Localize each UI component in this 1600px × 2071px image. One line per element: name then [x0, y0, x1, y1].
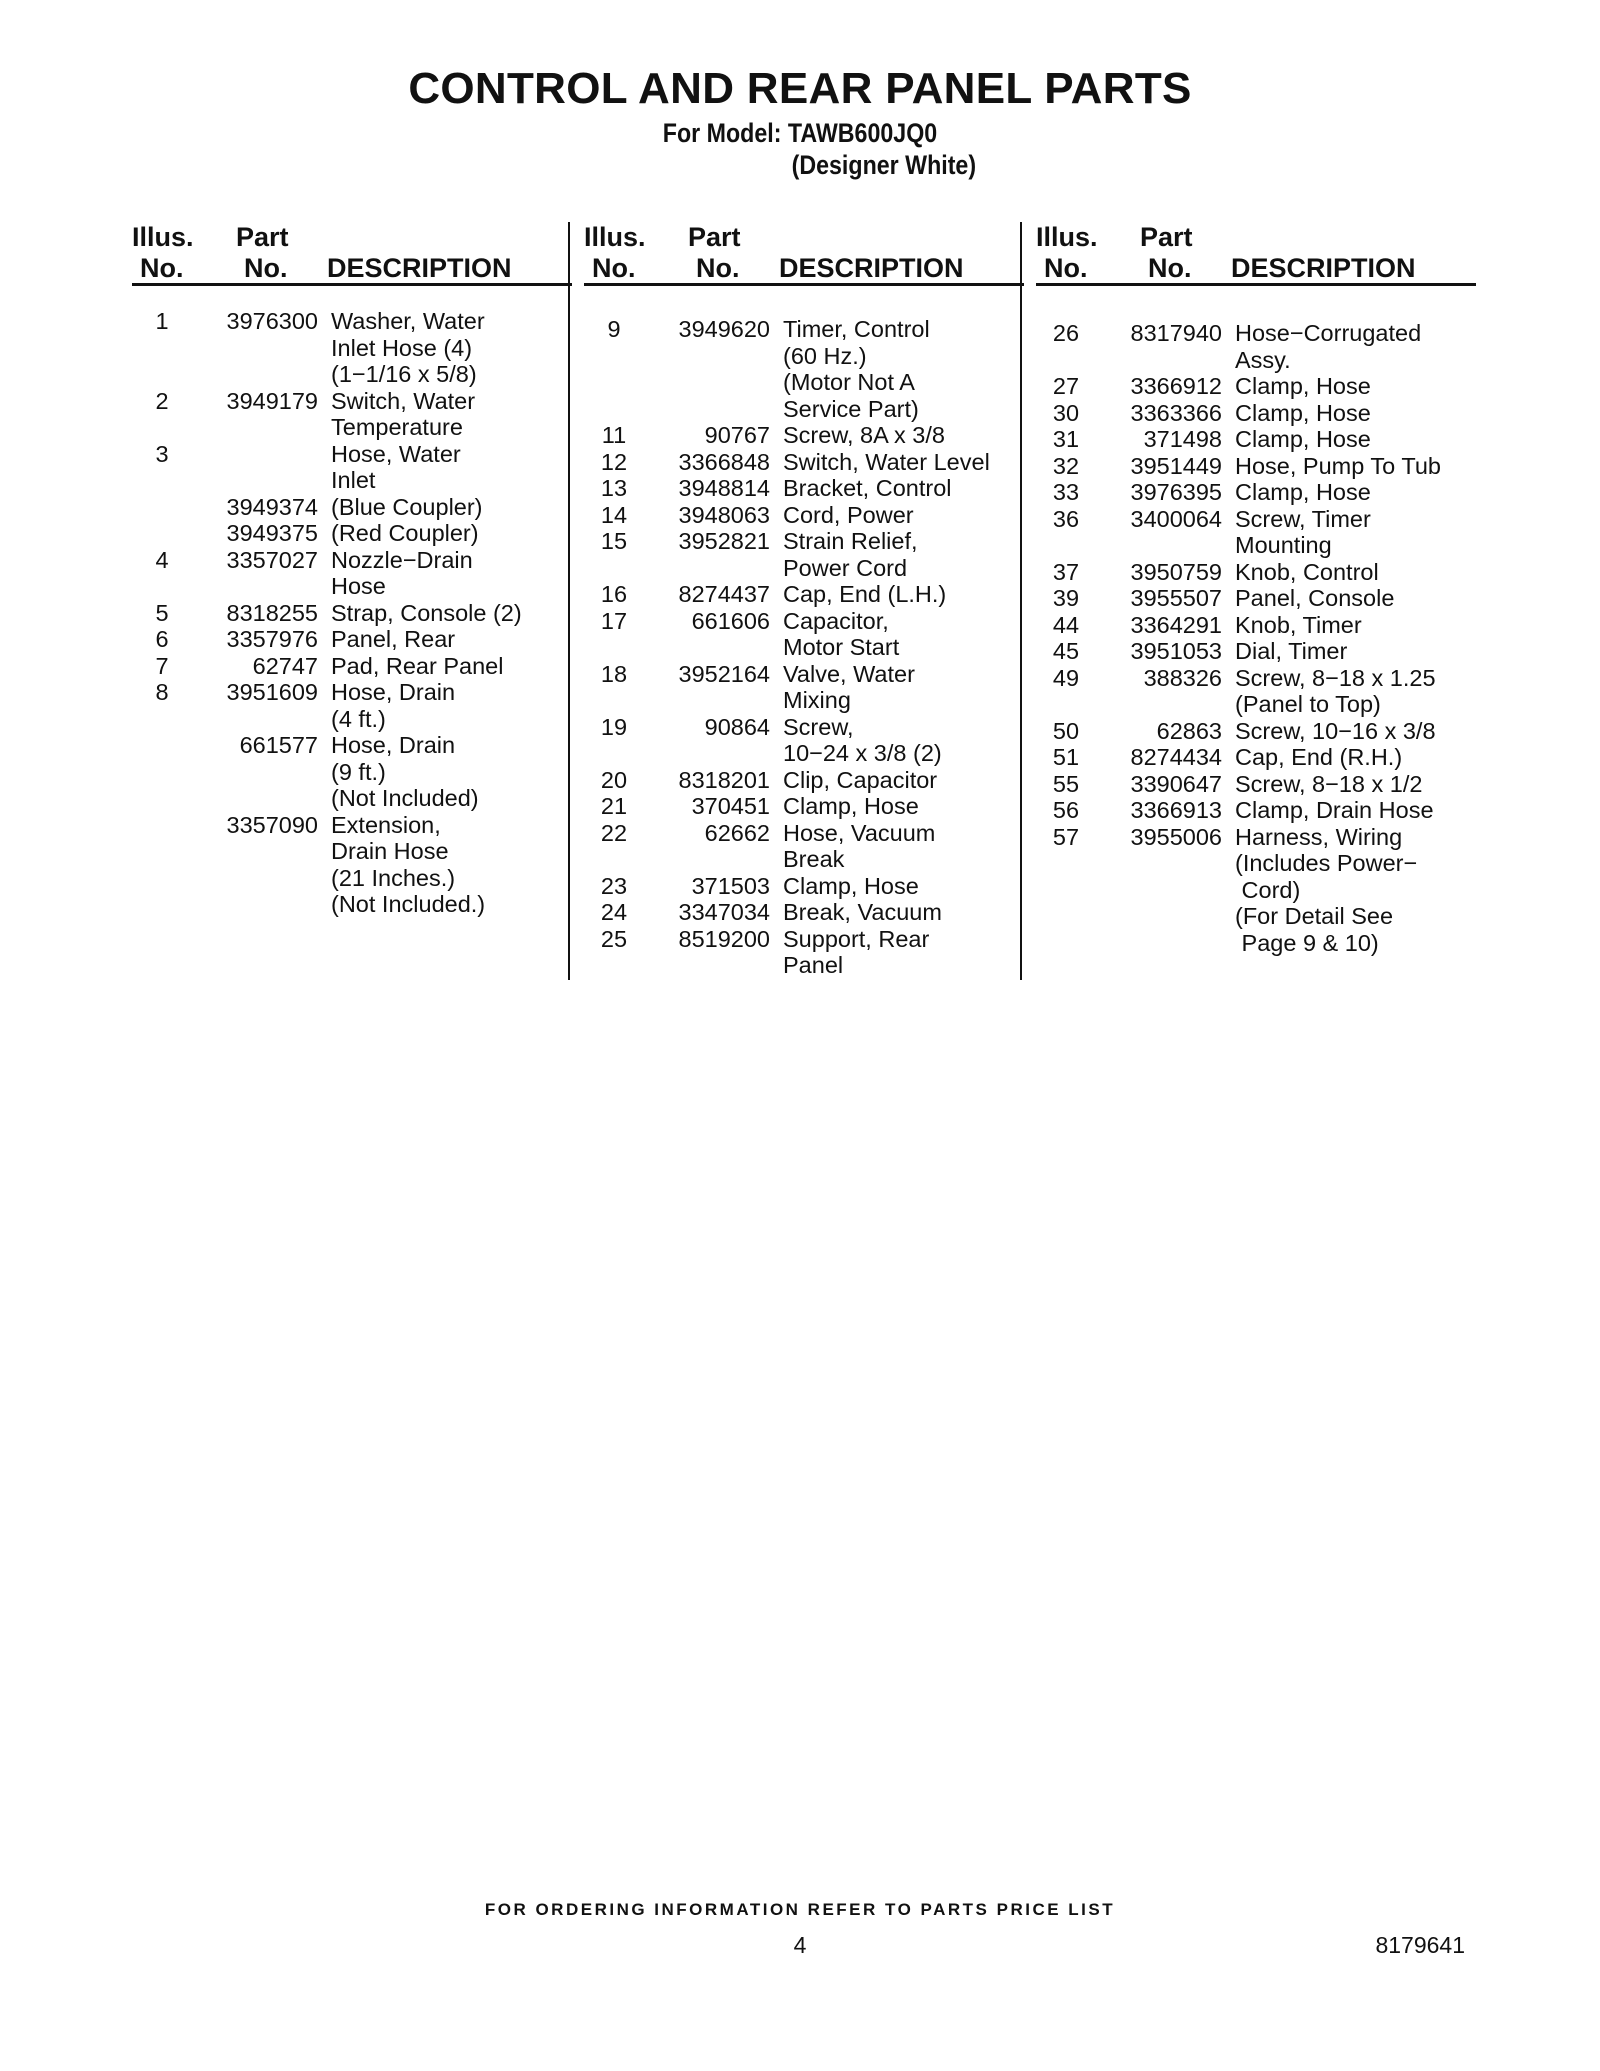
parts-column-1	[132, 222, 572, 918]
part-number: 661606	[691, 607, 770, 634]
header-illus: Illus.	[132, 222, 194, 252]
part-row	[132, 494, 572, 521]
part-number: 8274434	[1130, 744, 1222, 770]
part-number: 3952164	[678, 660, 770, 687]
part-number: 3948063	[678, 501, 770, 528]
part-number: 62863	[1156, 717, 1222, 744]
part-description: Screw, Timer Mounting	[1235, 505, 1371, 558]
part-row	[132, 600, 572, 627]
ordering-info-footer: FOR ORDERING INFORMATION REFER TO PARTS PRICE LIST	[484, 1900, 1116, 1919]
part-number: 3366912	[1130, 373, 1222, 399]
part-description: Strain Relief, Power Cord	[783, 528, 918, 581]
part-number: 3364291	[1130, 611, 1222, 638]
illus-number: 8	[155, 679, 169, 705]
part-row	[584, 502, 1024, 529]
illus-number: 23	[600, 872, 628, 899]
part-description: Hose−Corrugated Assy.	[1235, 320, 1422, 373]
model-line: For Model: TAWB600JQ0	[662, 118, 938, 148]
part-row	[1036, 665, 1476, 718]
color-line: (Designer White)	[791, 150, 977, 180]
header-illus-no: No.	[140, 253, 184, 283]
part-row	[132, 441, 572, 494]
part-number: 3955507	[1130, 585, 1222, 611]
part-number: 62747	[252, 652, 318, 679]
illus-number: 16	[600, 581, 628, 607]
part-number: 3366848	[678, 448, 770, 475]
part-row	[1036, 426, 1476, 453]
part-row	[1036, 744, 1476, 771]
illus-number: 6	[155, 626, 169, 652]
part-row	[584, 714, 1024, 767]
part-description: Screw, 10−16 x 3/8	[1235, 717, 1436, 744]
column-divider	[568, 222, 570, 980]
part-number: 3357027	[226, 546, 318, 573]
illus-number: 36	[1052, 505, 1080, 532]
part-row	[584, 316, 1024, 422]
header-description: DESCRIPTION	[327, 253, 512, 283]
illus-number: 49	[1052, 664, 1080, 691]
part-description: Pad, Rear Panel	[331, 652, 504, 679]
part-number: 3951449	[1130, 452, 1222, 479]
illus-number: 11	[601, 422, 627, 448]
illus-number: 4	[155, 546, 169, 573]
header-part-no: No.	[696, 253, 740, 283]
part-number: 3951609	[226, 679, 318, 705]
part-description: Switch, Water Level	[783, 448, 990, 475]
illus-number: 15	[600, 528, 628, 554]
illus-number: 22	[600, 819, 628, 846]
column-divider	[1020, 222, 1022, 980]
document-number: 8179641	[1375, 1932, 1465, 1958]
part-description: Screw, 10−24 x 3/8 (2)	[783, 713, 942, 766]
part-number: 3347034	[678, 899, 770, 925]
illus-number: 13	[600, 475, 628, 501]
part-row	[584, 608, 1024, 661]
header-illus-no: No.	[592, 253, 636, 283]
page-number: 4	[793, 1932, 807, 1958]
part-description: Hose, Pump To Tub	[1235, 452, 1441, 479]
part-number: 3952821	[678, 528, 770, 554]
illus-number: 26	[1052, 320, 1080, 346]
part-row	[584, 873, 1024, 900]
part-row	[132, 626, 572, 653]
header-illus-no: No.	[1044, 253, 1088, 283]
illus-number: 12	[600, 448, 628, 475]
part-row	[1036, 400, 1476, 427]
part-row	[584, 820, 1024, 873]
part-row	[584, 449, 1024, 476]
part-number: 8274437	[678, 581, 770, 607]
part-number: 3357976	[226, 626, 318, 652]
illus-number: 51	[1052, 744, 1080, 770]
part-row	[584, 926, 1024, 979]
illus-number: 30	[1052, 399, 1080, 426]
part-row	[1036, 824, 1476, 957]
part-row	[584, 528, 1024, 581]
illus-number: 33	[1052, 479, 1080, 505]
part-row	[132, 679, 572, 732]
part-number: 8318201	[678, 766, 770, 793]
part-row	[584, 767, 1024, 794]
part-description: Break, Vacuum	[783, 899, 942, 925]
part-number: 62662	[704, 819, 770, 846]
illus-number: 5	[155, 599, 169, 626]
part-number: 3949179	[226, 387, 318, 414]
part-row	[1036, 479, 1476, 506]
column-header	[1036, 222, 1476, 286]
part-number: 3976300	[226, 308, 318, 334]
illus-number: 50	[1052, 717, 1080, 744]
part-description: Hose, Vacuum Break	[783, 819, 936, 872]
part-number: 661577	[239, 732, 318, 758]
illus-number: 31	[1052, 426, 1080, 452]
illus-number: 32	[1052, 452, 1080, 479]
part-row	[1036, 612, 1476, 639]
part-description: Clamp, Hose	[1235, 479, 1371, 505]
illus-number: 57	[1052, 823, 1080, 850]
parts-column-2	[584, 222, 1024, 979]
part-description: Dial, Timer	[1235, 638, 1348, 664]
page-title: CONTROL AND REAR PANEL PARTS	[408, 64, 1192, 113]
part-number: 3951053	[1130, 638, 1222, 664]
parts-list	[132, 308, 572, 918]
part-row	[1036, 506, 1476, 559]
part-description: Cord, Power	[783, 501, 914, 528]
part-number: 8519200	[678, 925, 770, 952]
part-number: 3948814	[678, 475, 770, 501]
part-description: Clamp, Hose	[1235, 399, 1371, 426]
part-description: Switch, Water Temperature	[331, 387, 476, 440]
part-number: 3363366	[1130, 399, 1222, 426]
part-row	[1036, 638, 1476, 665]
part-description: Valve, Water Mixing	[783, 660, 915, 713]
part-description: Hose, Water Inlet	[331, 440, 461, 493]
part-description: Knob, Control	[1235, 558, 1379, 585]
part-description: (Blue Coupler)	[331, 493, 483, 520]
parts-list	[584, 316, 1024, 979]
part-number: 371503	[691, 872, 770, 899]
part-row	[584, 475, 1024, 502]
part-row	[1036, 453, 1476, 480]
part-description: Washer, Water Inlet Hose (4) (1−1/16 x 5/8)	[331, 308, 485, 387]
part-description: Timer, Control (60 Hz.) (Motor Not A Service Part)	[783, 316, 930, 422]
part-description: Capacitor, Motor Start	[783, 607, 900, 660]
part-row	[584, 793, 1024, 820]
part-description: Screw, 8A x 3/8	[783, 422, 945, 448]
column-header	[132, 222, 572, 286]
part-description: Hose, Drain (4 ft.)	[331, 679, 456, 732]
part-description: Nozzle−Drain Hose	[331, 546, 473, 599]
part-number: 3357090	[226, 811, 318, 838]
part-description: Cap, End (L.H.)	[783, 581, 947, 607]
illus-number: 9	[607, 316, 621, 342]
part-row	[584, 899, 1024, 926]
part-description: Harness, Wiring (Includes Power− Cord) (For Detail See Page 9 & 10)	[1235, 823, 1418, 956]
part-row	[1036, 320, 1476, 373]
part-row	[1036, 718, 1476, 745]
part-number: 3366913	[1130, 797, 1222, 823]
part-description: Strap, Console (2)	[331, 599, 522, 626]
part-row	[132, 308, 572, 388]
illus-number: 14	[600, 501, 628, 528]
part-description: Clamp, Hose	[783, 793, 919, 819]
part-description: Clamp, Hose	[1235, 426, 1371, 452]
part-row	[132, 653, 572, 680]
parts-column-3	[1036, 222, 1476, 956]
part-row	[132, 520, 572, 547]
part-description: Extension, Drain Hose (21 Inches.) (Not Included.)	[331, 811, 486, 917]
illus-number: 1	[155, 308, 169, 334]
part-row	[1036, 373, 1476, 400]
part-number: 3949374	[226, 493, 318, 520]
part-description: Panel, Rear	[331, 626, 456, 652]
part-description: Knob, Timer	[1235, 611, 1362, 638]
part-description: (Red Coupler)	[331, 520, 479, 546]
part-number: 371498	[1143, 426, 1222, 452]
header-part: Part	[236, 222, 289, 252]
illus-number: 7	[155, 652, 169, 679]
part-row	[584, 581, 1024, 608]
part-number: 3949375	[226, 520, 318, 546]
part-row	[1036, 559, 1476, 586]
part-row	[132, 812, 572, 918]
part-description: Support, Rear Panel	[783, 925, 930, 978]
illus-number: 18	[600, 660, 628, 687]
illus-number: 25	[600, 925, 628, 952]
part-description: Clamp, Drain Hose	[1235, 797, 1434, 823]
part-number: 3400064	[1130, 505, 1222, 532]
part-description: Screw, 8−18 x 1.25 (Panel to Top)	[1235, 664, 1436, 717]
illus-number: 44	[1052, 611, 1080, 638]
part-number: 3976395	[1130, 479, 1222, 505]
part-row	[132, 732, 572, 812]
illus-number: 19	[600, 713, 628, 740]
part-number: 3390647	[1130, 770, 1222, 797]
part-row	[584, 422, 1024, 449]
part-number: 388326	[1143, 664, 1222, 691]
part-row	[1036, 585, 1476, 612]
part-description: Clamp, Hose	[1235, 373, 1371, 399]
part-description: Cap, End (R.H.)	[1235, 744, 1403, 770]
parts-list	[1036, 320, 1476, 956]
illus-number: 55	[1052, 770, 1080, 797]
part-description: Clamp, Hose	[783, 872, 919, 899]
part-description: Panel, Console	[1235, 585, 1395, 611]
part-description: Bracket, Control	[783, 475, 952, 501]
part-number: 8317940	[1130, 320, 1222, 346]
header-part-no: No.	[244, 253, 288, 283]
part-number: 90864	[704, 713, 770, 740]
header-description: DESCRIPTION	[1231, 253, 1416, 283]
header-part: Part	[1140, 222, 1193, 252]
illus-number: 3	[155, 440, 169, 467]
part-row	[132, 388, 572, 441]
part-description: Screw, 8−18 x 1/2	[1235, 770, 1423, 797]
part-row	[584, 661, 1024, 714]
part-number: 90767	[704, 422, 770, 448]
part-description: Clip, Capacitor	[783, 766, 938, 793]
part-number: 3949620	[678, 316, 770, 342]
part-number: 3950759	[1130, 558, 1222, 585]
header-illus: Illus.	[584, 222, 646, 252]
illus-number: 2	[155, 387, 169, 414]
part-number: 8318255	[226, 599, 318, 626]
illus-number: 21	[600, 793, 628, 819]
illus-number: 27	[1052, 373, 1080, 399]
illus-number: 24	[600, 899, 628, 925]
header-part-no: No.	[1148, 253, 1192, 283]
part-row	[1036, 771, 1476, 798]
header-description: DESCRIPTION	[779, 253, 964, 283]
part-row	[132, 547, 572, 600]
part-number: 370451	[691, 793, 770, 819]
illus-number: 45	[1052, 638, 1080, 664]
part-description: Hose, Drain (9 ft.) (Not Included)	[331, 732, 479, 811]
illus-number: 20	[600, 766, 628, 793]
part-row	[1036, 797, 1476, 824]
header-part: Part	[688, 222, 741, 252]
illus-number: 37	[1052, 558, 1080, 585]
column-header	[584, 222, 1024, 286]
illus-number: 56	[1052, 797, 1080, 823]
illus-number: 17	[600, 607, 628, 634]
header-illus: Illus.	[1036, 222, 1098, 252]
illus-number: 39	[1052, 585, 1080, 611]
part-number: 3955006	[1130, 823, 1222, 850]
